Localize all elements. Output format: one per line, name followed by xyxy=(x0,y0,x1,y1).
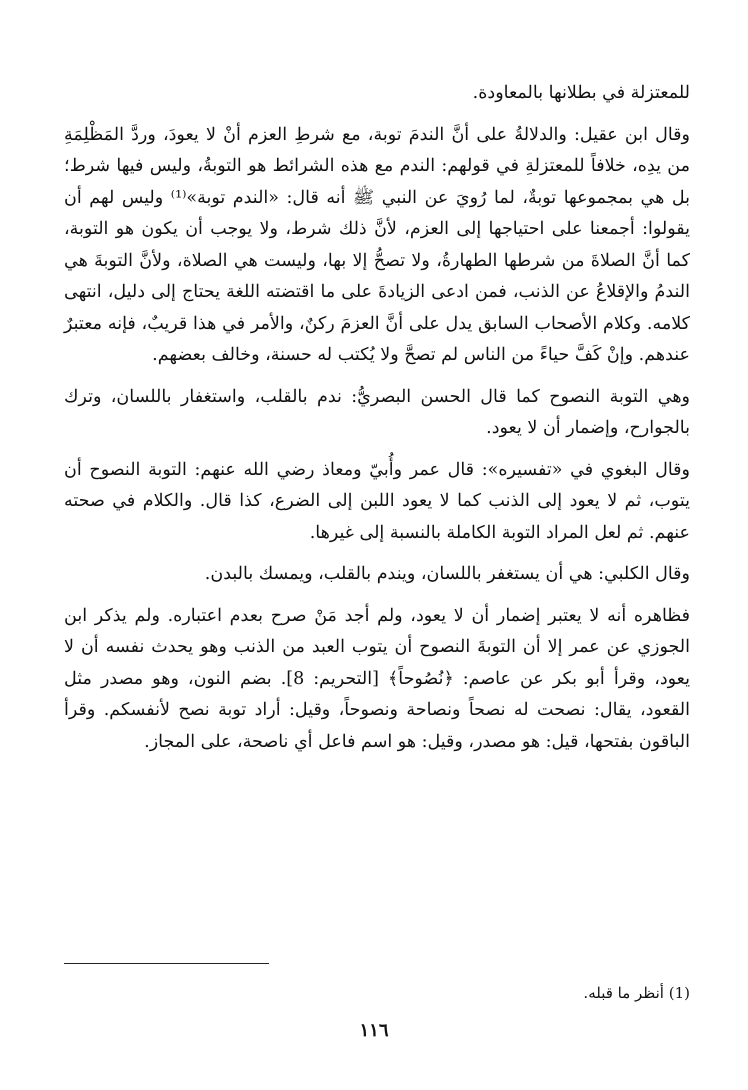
paragraph-2: وقال ابن عقيل: والدلالةُ على أنَّ الندمَ توبة، مع شرطِ العزم أنْ لا يعودَ، وردَّ المَظْلِمَةِ من يدِه، خلافاً للمعتزلةِ في قولهم: الندم مع هذه الشرائط هو التوبةُ، وليس فيها شرط؛ بل هي بمجموعها توبةٌ، لما رُويَ عن النبي ﷺ أنه قال: «الندم توبة»⁽¹⁾ وليس لهم أن يقولوا: أجمعنا على احتياجها إلى العزم، لأنَّ ذلك شرط، ولا يوجب أن يكون هو التوبة، كما أنَّ الصلاةَ من شرطها الطهارةُ، ولا تصحُّ إلا بها، وليست هي الصلاة، ولأنَّ التوبةَ هي الندمُ والإقلاعُ عن الذنب، فمن ادعى الزيادةَ على ما اقتضته اللغة يحتاج إلى دليل، انتهى كلامه. وكلام الأصحاب السابق يدل على أنَّ العزمَ ركنٌ، والأمر في هذا قريبٌ، فإنه معتبرٌ عندهم. وإنْ كَفَّ حياءً من الناس لم تصحَّ ولا يُكتب له حسنة، وخالف بعضهم. xyxy=(64,124,691,365)
body-text xyxy=(64,78,690,768)
paragraph-6: فظاهره أنه لا يعتبر إضمار أن لا يعود، ولم أجد مَنْ صرح بعدم اعتباره. ولم يذكر ابن الجوزي عن عمر إلا أن التوبةَ النصوح أن يتوب العبد من الذنب وهو يحدث نفسه أن لا يعود، وقرأ أبو بكر عن عاصم: ﴿نُصُوحاً﴾ [التحريم: 8]. بضم النون، وهو مصدر مثل القعود، يقال: نصحت له نصحاً ونصاحة ونصوحاً، وقيل: أراد توبة نصح لأنفسكم. وقرأ الباقون بفتحها، قيل: هو مصدر، وقيل: هو اسم فاعل أي ناصحة، على المجاز. xyxy=(64,605,690,752)
paragraph-5: وقال الكلبي: هي أن يستغفر باللسان، ويندم بالقلب، ويمسك بالبدن. xyxy=(204,564,690,584)
paragraph-1: للمعتزلة في بطلانها بالمعاودة. xyxy=(472,83,690,103)
page-number: ١١٦ xyxy=(359,1020,389,1041)
paragraph-3: وهي التوبة النصوح كما قال الحسن البصريُّ: ندم بالقلب، واستغفار باللسان، وترك بالجوارح، وإضمار أن لا يعود. xyxy=(64,386,690,438)
footnote-divider xyxy=(64,963,269,964)
paragraph-4: وقال البغوي في «تفسيره»: قال عمر وأُبيّ ومعاذ رضي الله عنهم: التوبة النصوح أن يتوب، ثم لا يعود إلى الذنب كما لا يعود اللبن إلى الضرع، كذا قال. والكلام في صحته عنهم. ثم لعل المراد التوبة الكاملة بالنسبة إلى غيرها. xyxy=(64,459,690,543)
footnote: (1) أنظر ما قبله. xyxy=(583,984,690,1002)
